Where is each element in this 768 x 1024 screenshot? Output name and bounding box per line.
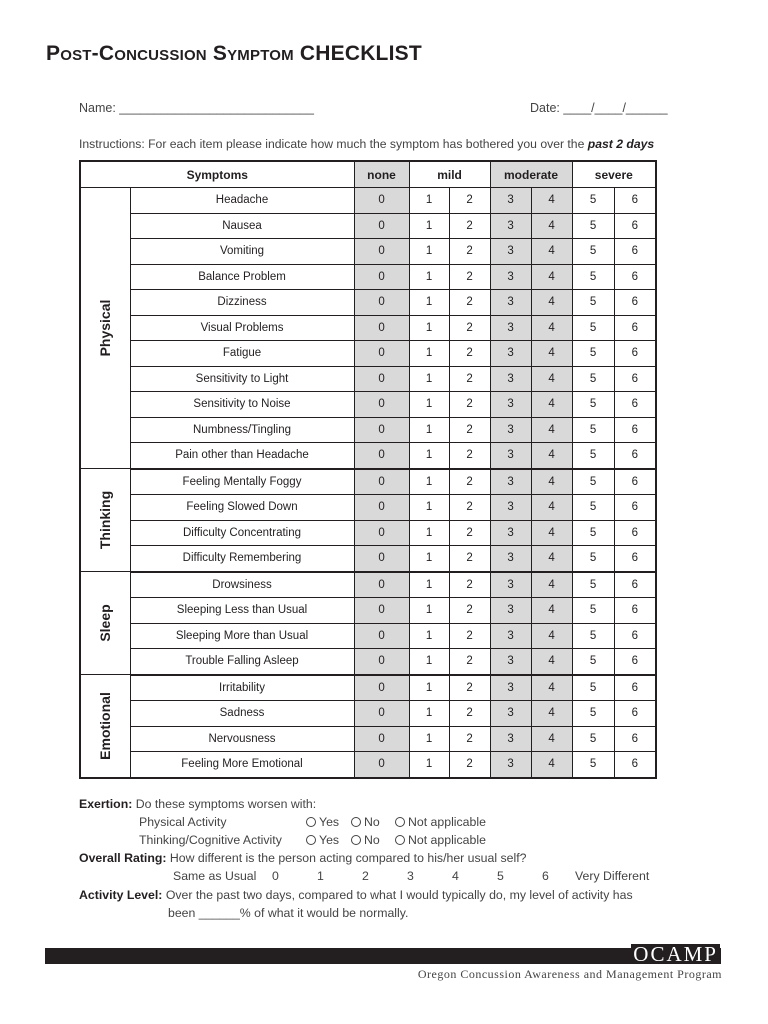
rating-cell[interactable]: 2 — [449, 392, 490, 418]
radio-circle-icon — [395, 817, 405, 827]
rating-cell[interactable]: 4 — [531, 469, 572, 495]
category-text: Emotional — [97, 691, 114, 760]
rating-cell[interactable]: 0 — [354, 290, 409, 316]
rating-cell[interactable]: 4 — [531, 264, 572, 290]
rating-cell[interactable]: 3 — [490, 623, 531, 649]
rating-cell[interactable]: 2 — [449, 675, 490, 701]
rating-cell[interactable]: 5 — [572, 623, 614, 649]
physical-na-option[interactable]: Not applicable — [395, 815, 486, 829]
rating-cell[interactable]: 1 — [409, 649, 449, 675]
table-row — [80, 290, 656, 316]
rating-cell[interactable]: 4 — [531, 546, 572, 572]
overall-rating-value[interactable]: 5 — [497, 869, 504, 883]
rating-cell[interactable]: 2 — [449, 188, 490, 214]
rating-cell[interactable]: 5 — [572, 366, 614, 392]
rating-cell[interactable]: 2 — [449, 341, 490, 367]
rating-cell[interactable]: 1 — [409, 366, 449, 392]
rating-cell[interactable]: 0 — [354, 520, 409, 546]
rating-cell[interactable]: 0 — [354, 239, 409, 265]
category-label — [80, 675, 130, 778]
table-row — [80, 469, 656, 495]
symptom-name: Pain other than Headache — [130, 443, 354, 469]
rating-cell[interactable]: 0 — [354, 726, 409, 752]
rating-cell[interactable]: 0 — [354, 417, 409, 443]
rating-cell[interactable]: 6 — [614, 675, 656, 701]
table-row — [80, 392, 656, 418]
overall-rating-value[interactable]: 4 — [452, 869, 459, 883]
table-row — [80, 315, 656, 341]
rating-cell[interactable]: 5 — [572, 239, 614, 265]
category-label — [80, 469, 130, 572]
title-main: Post-Concussion Symptom — [46, 42, 294, 65]
rating-cell[interactable]: 5 — [572, 315, 614, 341]
exertion-line — [79, 797, 316, 811]
rating-cell[interactable]: 3 — [490, 290, 531, 316]
rating-cell[interactable]: 3 — [490, 443, 531, 469]
rating-cell[interactable]: 0 — [354, 392, 409, 418]
rating-cell[interactable]: 4 — [531, 239, 572, 265]
radio-circle-icon — [351, 835, 361, 845]
rating-cell[interactable]: 3 — [490, 752, 531, 778]
rating-cell[interactable]: 6 — [614, 701, 656, 727]
rating-cell[interactable]: 6 — [614, 546, 656, 572]
rating-cell[interactable]: 1 — [409, 726, 449, 752]
rating-cell[interactable]: 3 — [490, 701, 531, 727]
rating-cell[interactable]: 3 — [490, 341, 531, 367]
symptom-name: Balance Problem — [130, 264, 354, 290]
overall-rating-line — [79, 851, 526, 865]
instructions-emphasis: past 2 days — [587, 137, 655, 151]
rating-cell[interactable]: 3 — [490, 213, 531, 239]
rating-cell[interactable]: 3 — [490, 392, 531, 418]
symptom-name: Fatigue — [130, 341, 354, 367]
rating-cell[interactable]: 3 — [490, 417, 531, 443]
table-row — [80, 623, 656, 649]
rating-cell[interactable]: 6 — [614, 726, 656, 752]
rating-cell[interactable]: 1 — [409, 341, 449, 367]
rating-cell[interactable]: 3 — [490, 572, 531, 598]
exertion-physical-label: Physical Activity — [139, 815, 227, 829]
rating-cell[interactable]: 0 — [354, 188, 409, 214]
rating-cell[interactable]: 6 — [614, 495, 656, 521]
physical-yes-option[interactable]: Yes — [306, 815, 339, 829]
rating-cell[interactable]: 1 — [409, 392, 449, 418]
rating-cell[interactable]: 1 — [409, 315, 449, 341]
rating-cell[interactable]: 4 — [531, 341, 572, 367]
rating-cell[interactable]: 3 — [490, 188, 531, 214]
instructions-text: Instructions: For each item please indicate how much the symptom has bothered you over the — [79, 137, 588, 151]
rating-cell[interactable]: 4 — [531, 495, 572, 521]
table-row — [80, 495, 656, 521]
rating-cell[interactable]: 0 — [354, 469, 409, 495]
rating-cell[interactable]: 5 — [572, 392, 614, 418]
rating-cell[interactable]: 4 — [531, 598, 572, 624]
table-row — [80, 417, 656, 443]
thinking-no-option[interactable]: No — [351, 833, 380, 847]
header-symptoms: Symptoms — [80, 161, 354, 188]
rating-cell[interactable]: 5 — [572, 469, 614, 495]
rating-cell[interactable]: 2 — [449, 752, 490, 778]
rating-cell[interactable]: 2 — [449, 443, 490, 469]
symptom-name: Feeling More Emotional — [130, 752, 354, 778]
rating-cell[interactable]: 5 — [572, 546, 614, 572]
rating-cell[interactable]: 3 — [490, 546, 531, 572]
symptom-name: Nausea — [130, 213, 354, 239]
category-text: Thinking — [97, 490, 114, 550]
rating-cell[interactable]: 4 — [531, 290, 572, 316]
rating-cell[interactable]: 6 — [614, 752, 656, 778]
symptom-name: Nervousness — [130, 726, 354, 752]
rating-cell[interactable]: 0 — [354, 341, 409, 367]
rating-cell[interactable]: 2 — [449, 264, 490, 290]
rating-cell[interactable]: 6 — [614, 188, 656, 214]
rating-cell[interactable]: 0 — [354, 495, 409, 521]
rating-cell[interactable]: 6 — [614, 366, 656, 392]
symptom-name: Trouble Falling Asleep — [130, 649, 354, 675]
rating-cell[interactable]: 0 — [354, 701, 409, 727]
rating-cell[interactable]: 0 — [354, 366, 409, 392]
page-title — [46, 42, 422, 66]
rating-cell[interactable]: 4 — [531, 366, 572, 392]
table-row — [80, 213, 656, 239]
rating-cell[interactable]: 2 — [449, 701, 490, 727]
rating-cell[interactable]: 2 — [449, 726, 490, 752]
table-row — [80, 546, 656, 572]
table-row — [80, 572, 656, 598]
activity-label: Activity Level: — [79, 888, 163, 902]
exertion-label: Exertion: — [79, 797, 133, 811]
rating-cell[interactable]: 5 — [572, 701, 614, 727]
rating-cell[interactable]: 1 — [409, 546, 449, 572]
header-moderate: moderate — [490, 161, 572, 188]
rating-cell[interactable]: 1 — [409, 598, 449, 624]
rating-cell[interactable]: 6 — [614, 264, 656, 290]
rating-cell[interactable]: 4 — [531, 726, 572, 752]
rating-cell[interactable]: 1 — [409, 495, 449, 521]
activity-level-line — [79, 888, 633, 902]
table-row — [80, 264, 656, 290]
overall-low-label: Same as Usual — [173, 869, 257, 883]
rating-cell[interactable]: 6 — [614, 341, 656, 367]
rating-cell[interactable]: 3 — [490, 264, 531, 290]
rating-cell[interactable]: 6 — [614, 469, 656, 495]
activity-line2[interactable]: been ______% of what it would be normally. — [168, 906, 409, 920]
symptom-name: Drowsiness — [130, 572, 354, 598]
table-header-row — [80, 161, 656, 188]
rating-cell[interactable]: 0 — [354, 443, 409, 469]
symptom-name: Sensitivity to Light — [130, 366, 354, 392]
rating-cell[interactable]: 0 — [354, 213, 409, 239]
symptom-name: Sadness — [130, 701, 354, 727]
rating-cell[interactable]: 6 — [614, 649, 656, 675]
rating-cell[interactable]: 6 — [614, 290, 656, 316]
table-row — [80, 649, 656, 675]
overall-question: How different is the person acting compared to his/her usual self? — [169, 851, 527, 865]
rating-cell[interactable]: 5 — [572, 495, 614, 521]
rating-cell[interactable]: 6 — [614, 598, 656, 624]
table-row — [80, 752, 656, 778]
header-severe: severe — [572, 161, 656, 188]
rating-cell[interactable]: 4 — [531, 572, 572, 598]
rating-cell[interactable]: 5 — [572, 572, 614, 598]
thinking-yes-option[interactable]: Yes — [306, 833, 339, 847]
rating-cell[interactable]: 5 — [572, 675, 614, 701]
overall-rating-value[interactable]: 0 — [272, 869, 279, 883]
rating-cell[interactable]: 1 — [409, 290, 449, 316]
name-field[interactable]: Name: ____________________________ — [79, 101, 314, 115]
rating-cell[interactable]: 4 — [531, 649, 572, 675]
activity-line1: Over the past two days, compared to what I would typically do, my level of activity has — [165, 888, 633, 902]
title-checklist: CHECKLIST — [299, 42, 422, 65]
rating-cell[interactable]: 5 — [572, 341, 614, 367]
rating-cell[interactable]: 3 — [490, 495, 531, 521]
rating-cell[interactable]: 6 — [614, 392, 656, 418]
rating-cell[interactable]: 2 — [449, 546, 490, 572]
rating-cell[interactable]: 5 — [572, 290, 614, 316]
rating-cell[interactable]: 4 — [531, 443, 572, 469]
table-row — [80, 726, 656, 752]
table-row — [80, 520, 656, 546]
symptom-name: Feeling Slowed Down — [130, 495, 354, 521]
rating-cell[interactable]: 6 — [614, 315, 656, 341]
overall-rating-value[interactable]: 2 — [362, 869, 369, 883]
radio-circle-icon — [306, 835, 316, 845]
symptom-table — [79, 160, 657, 779]
rating-cell[interactable]: 3 — [490, 726, 531, 752]
rating-cell[interactable]: 4 — [531, 623, 572, 649]
thinking-na-option[interactable]: Not applicable — [395, 833, 486, 847]
header-none: none — [354, 161, 409, 188]
table-row — [80, 366, 656, 392]
symptom-name: Headache — [130, 188, 354, 214]
rating-cell[interactable]: 6 — [614, 443, 656, 469]
rating-cell[interactable]: 1 — [409, 443, 449, 469]
rating-cell[interactable]: 4 — [531, 752, 572, 778]
rating-cell[interactable]: 2 — [449, 213, 490, 239]
rating-cell[interactable]: 1 — [409, 623, 449, 649]
rating-cell[interactable]: 5 — [572, 188, 614, 214]
table-row — [80, 188, 656, 214]
table-row — [80, 675, 656, 701]
symptom-name: Difficulty Remembering — [130, 546, 354, 572]
table-row — [80, 598, 656, 624]
rating-cell[interactable]: 4 — [531, 315, 572, 341]
overall-rating-value[interactable]: 3 — [407, 869, 414, 883]
category-label — [80, 572, 130, 675]
rating-cell[interactable]: 5 — [572, 213, 614, 239]
rating-cell[interactable]: 5 — [572, 417, 614, 443]
rating-cell[interactable]: 0 — [354, 598, 409, 624]
rating-cell[interactable]: 6 — [614, 239, 656, 265]
rating-cell[interactable]: 5 — [572, 598, 614, 624]
rating-cell[interactable]: 2 — [449, 417, 490, 443]
rating-cell[interactable]: 0 — [354, 264, 409, 290]
rating-cell[interactable]: 0 — [354, 675, 409, 701]
rating-cell[interactable]: 2 — [449, 495, 490, 521]
rating-cell[interactable]: 3 — [490, 598, 531, 624]
rating-cell[interactable]: 4 — [531, 188, 572, 214]
rating-cell[interactable]: 1 — [409, 264, 449, 290]
rating-cell[interactable]: 4 — [531, 675, 572, 701]
rating-cell[interactable]: 1 — [409, 469, 449, 495]
overall-rating-value[interactable]: 6 — [542, 869, 549, 883]
rating-cell[interactable]: 6 — [614, 623, 656, 649]
radio-circle-icon — [306, 817, 316, 827]
symptom-name: Dizziness — [130, 290, 354, 316]
overall-label: Overall Rating: — [79, 851, 167, 865]
rating-cell[interactable]: 2 — [449, 520, 490, 546]
rating-cell[interactable]: 2 — [449, 649, 490, 675]
rating-cell[interactable]: 4 — [531, 520, 572, 546]
rating-cell[interactable]: 0 — [354, 623, 409, 649]
symptom-name: Difficulty Concentrating — [130, 520, 354, 546]
symptom-name: Vomiting — [130, 239, 354, 265]
rating-cell[interactable]: 3 — [490, 366, 531, 392]
table-row — [80, 701, 656, 727]
instructions — [79, 137, 654, 151]
rating-cell[interactable]: 2 — [449, 290, 490, 316]
table-row — [80, 341, 656, 367]
rating-cell[interactable]: 0 — [354, 315, 409, 341]
rating-cell[interactable]: 3 — [490, 520, 531, 546]
header-mild: mild — [409, 161, 490, 188]
category-text: Sleep — [97, 604, 114, 642]
rating-cell[interactable]: 2 — [449, 623, 490, 649]
rating-cell[interactable]: 1 — [409, 417, 449, 443]
symptom-name: Numbness/Tingling — [130, 417, 354, 443]
exertion-question: Do these symptoms worsen with: — [135, 797, 317, 811]
rating-cell[interactable]: 2 — [449, 315, 490, 341]
symptom-name: Sensitivity to Noise — [130, 392, 354, 418]
rating-cell[interactable]: 0 — [354, 572, 409, 598]
rating-cell[interactable]: 3 — [490, 675, 531, 701]
rating-cell[interactable]: 6 — [614, 213, 656, 239]
rating-cell[interactable]: 5 — [572, 752, 614, 778]
rating-cell[interactable]: 5 — [572, 443, 614, 469]
symptom-name: Feeling Mentally Foggy — [130, 469, 354, 495]
rating-cell[interactable]: 5 — [572, 649, 614, 675]
symptom-name: Irritability — [130, 675, 354, 701]
overall-rating-value[interactable]: 1 — [317, 869, 324, 883]
footer-subtitle: Oregon Concussion Awareness and Management Program — [417, 967, 722, 981]
radio-circle-icon — [351, 817, 361, 827]
rating-cell[interactable]: 5 — [572, 520, 614, 546]
table-row — [80, 239, 656, 265]
rating-cell[interactable]: 4 — [531, 417, 572, 443]
rating-cell[interactable]: 5 — [572, 264, 614, 290]
rating-cell[interactable]: 2 — [449, 239, 490, 265]
footer-bar — [45, 948, 721, 964]
rating-cell[interactable]: 2 — [449, 598, 490, 624]
ocamp-logo: OCAMP — [633, 942, 718, 966]
exertion-thinking-label: Thinking/Cognitive Activity — [139, 833, 282, 847]
symptom-name: Sleeping Less than Usual — [130, 598, 354, 624]
rating-cell[interactable]: 1 — [409, 675, 449, 701]
rating-cell[interactable]: 5 — [572, 726, 614, 752]
rating-cell[interactable]: 6 — [614, 520, 656, 546]
rating-cell[interactable]: 1 — [409, 572, 449, 598]
rating-cell[interactable]: 2 — [449, 366, 490, 392]
rating-cell[interactable]: 1 — [409, 188, 449, 214]
rating-cell[interactable]: 2 — [449, 469, 490, 495]
rating-cell[interactable]: 0 — [354, 752, 409, 778]
rating-cell[interactable]: 6 — [614, 572, 656, 598]
overall-high-label: Very Different — [575, 869, 650, 883]
rating-cell[interactable]: 0 — [354, 546, 409, 572]
rating-cell[interactable]: 4 — [531, 213, 572, 239]
rating-cell[interactable]: 3 — [490, 649, 531, 675]
rating-cell[interactable]: 1 — [409, 213, 449, 239]
rating-cell[interactable]: 0 — [354, 649, 409, 675]
rating-cell[interactable]: 4 — [531, 392, 572, 418]
date-field[interactable]: Date: ____/____/______ — [530, 101, 668, 115]
rating-cell[interactable]: 3 — [490, 315, 531, 341]
symptom-name: Sleeping More than Usual — [130, 623, 354, 649]
rating-cell[interactable]: 3 — [490, 239, 531, 265]
physical-no-option[interactable]: No — [351, 815, 380, 829]
category-label — [80, 188, 130, 469]
rating-cell[interactable]: 1 — [409, 701, 449, 727]
radio-circle-icon — [395, 835, 405, 845]
rating-cell[interactable]: 1 — [409, 239, 449, 265]
rating-cell[interactable]: 3 — [490, 469, 531, 495]
rating-cell[interactable]: 2 — [449, 572, 490, 598]
symptom-name: Visual Problems — [130, 315, 354, 341]
rating-cell[interactable]: 1 — [409, 752, 449, 778]
rating-cell[interactable]: 6 — [614, 417, 656, 443]
rating-cell[interactable]: 1 — [409, 520, 449, 546]
category-text: Physical — [97, 299, 114, 357]
table-row — [80, 443, 656, 469]
rating-cell[interactable]: 4 — [531, 701, 572, 727]
